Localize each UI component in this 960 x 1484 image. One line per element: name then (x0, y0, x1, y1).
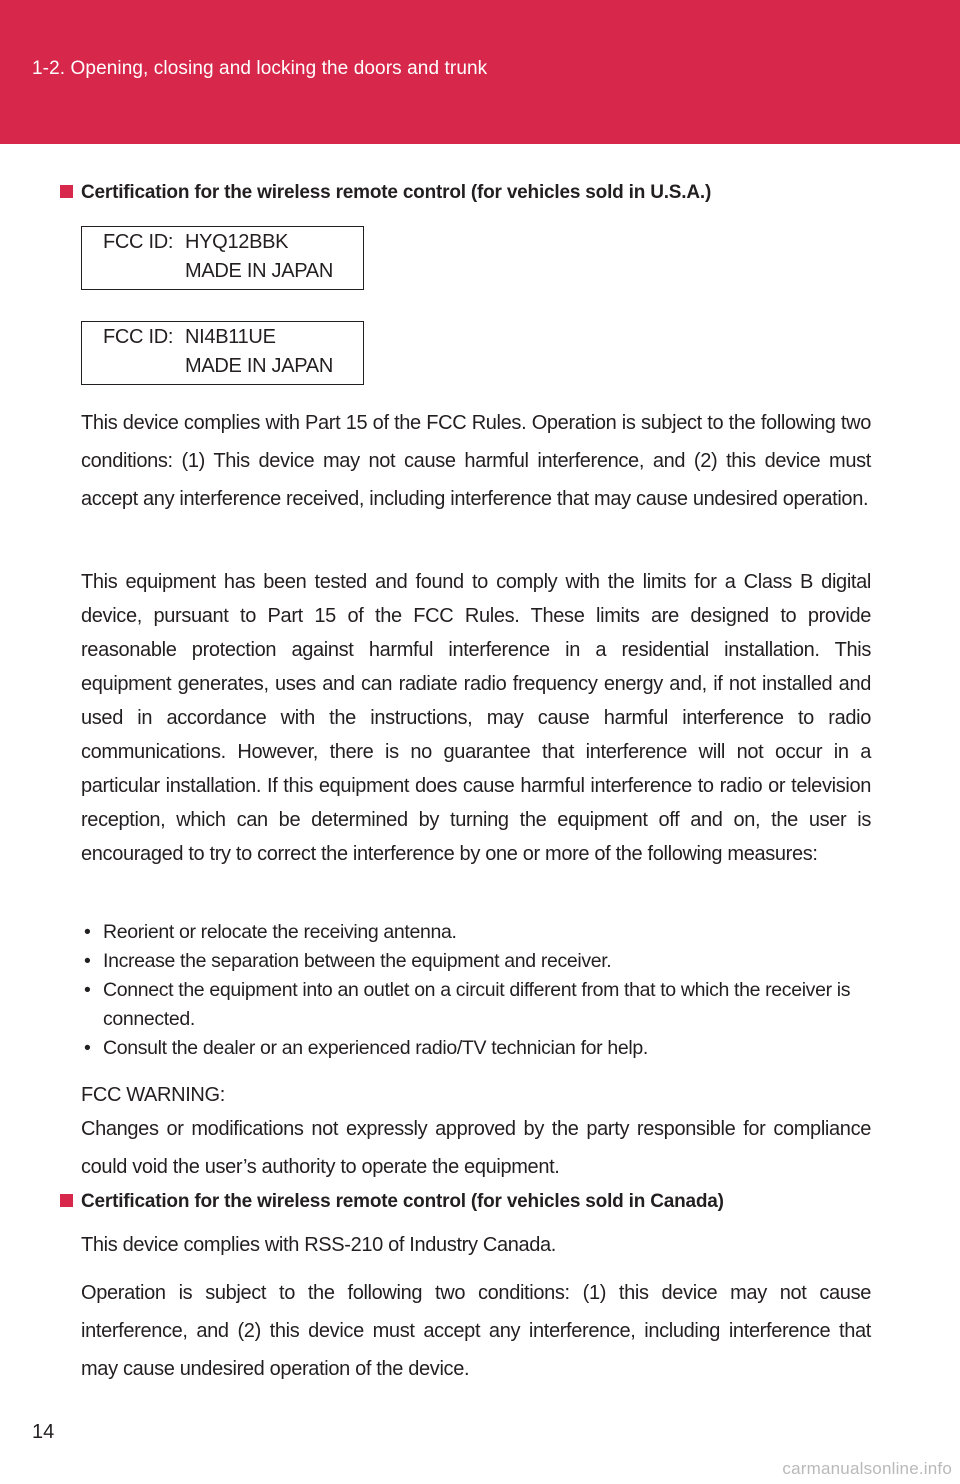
list-item (81, 976, 871, 1034)
interference-measures-list (81, 918, 871, 1063)
list-item (81, 1034, 871, 1063)
bullet-dot-icon: • (84, 1037, 91, 1059)
made-in-label: MADE IN JAPAN (185, 260, 333, 282)
fcc-id-prefix: FCC ID: (103, 326, 174, 348)
class-b-device-paragraph: This equipment has been tested and found to comply with the limits for a Class B digital device, pursuant to Part 15 of the FCC Rules. These limits are designed to provide reasonable protection against harmful interference in a residential installation. This equipment generates, uses and can radiate radio frequency energy and, if not installed and used in accordance with the instructions, may cause harmful interference to radio communications. However, there is no guarantee that interference will not occur in a particular installation. If this equipment does cause harmful interference to radio or television reception, which can be determined by turning the equipment off and on, the user is encouraged to try to correct the interference by one or more of the following measures: (81, 571, 871, 865)
rss-compliance-paragraph: This device complies with RSS-210 of Industry Canada. (81, 1234, 557, 1256)
page-number: 14 (32, 1421, 55, 1443)
bullet-dot-icon: • (84, 921, 91, 943)
page-header-band (0, 0, 960, 144)
list-item (81, 918, 871, 947)
measure-text: Increase the separation between the equipment and receiver. (103, 950, 612, 972)
fcc-label-box-2 (81, 321, 364, 385)
fcc-warning-text: Changes or modifications not expressly approved by the party responsible for compliance could void the user’s authority to operate the equipment. (81, 1118, 871, 1178)
fcc-id-prefix: FCC ID: (103, 231, 174, 253)
fcc-label-box-1 (81, 226, 364, 290)
fcc-id-value: NI4B11UE (185, 326, 276, 348)
made-in-label: MADE IN JAPAN (185, 355, 333, 377)
square-bullet-icon (60, 1194, 73, 1207)
usa-heading-text: Certification for the wireless remote control (for vehicles sold in U.S.A.) (81, 182, 712, 203)
usa-certification-heading (60, 182, 711, 204)
fcc-id-value: HYQ12BBK (185, 231, 289, 253)
section-title: 1-2. Opening, closing and locking the doors and trunk (32, 58, 488, 79)
measure-text: Reorient or relocate the receiving antenna. (103, 921, 457, 943)
canada-operation-paragraph: Operation is subject to the following two conditions: (1) this device may not cause interference, and (2) this device must accept any interference, including interference that may cause undesired operation of the device. (81, 1282, 871, 1380)
measure-text: Consult the dealer or an experienced radio/TV technician for help. (103, 1037, 648, 1059)
bullet-dot-icon: • (84, 950, 91, 972)
site-watermark: carmanualsonline.info (782, 1459, 952, 1478)
fcc-compliance-paragraph: This device complies with Part 15 of the FCC Rules. Operation is subject to the following two conditions: (1) This device may not cause harmful interference, and (2) this device must accept any interference received, including interference that may cause undesired operation. (81, 412, 871, 510)
canada-heading-text: Certification for the wireless remote control (for vehicles sold in Canada) (81, 1191, 724, 1212)
square-bullet-icon (60, 185, 73, 198)
bullet-dot-icon: • (84, 979, 91, 1001)
fcc-warning-title: FCC WARNING: (81, 1084, 225, 1106)
canada-certification-heading (60, 1191, 724, 1213)
list-item (81, 947, 871, 976)
measure-text: Connect the equipment into an outlet on a circuit different from that to which the receiver is connected. (103, 979, 851, 1030)
